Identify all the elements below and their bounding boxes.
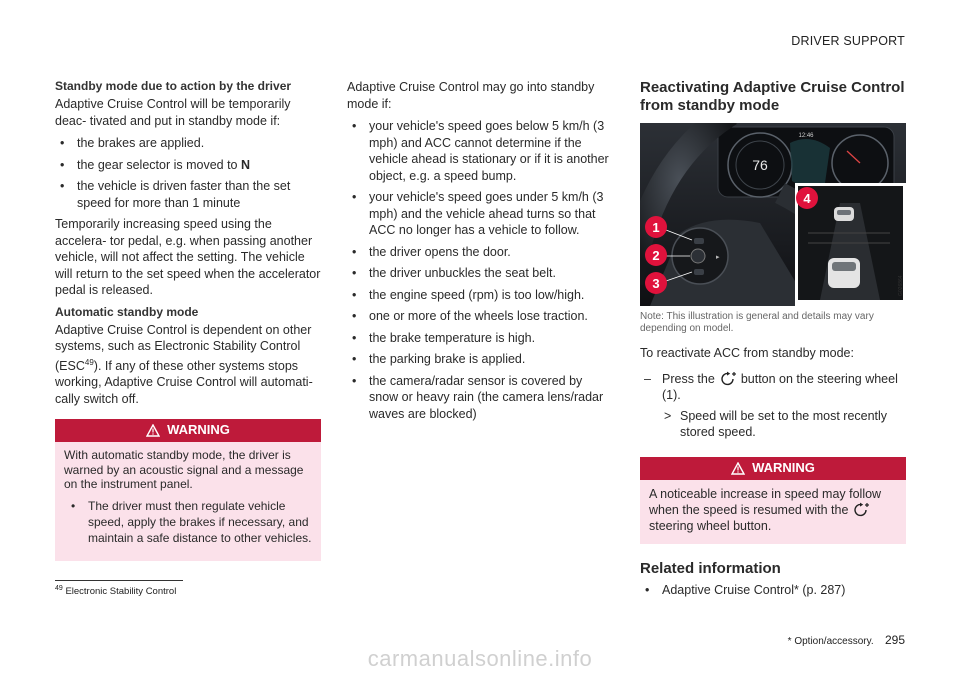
- list-item: • The driver must then regulate vehicle speed, apply the brakes if necessary, and maintain a safe distance to other vehicles.: [64, 498, 312, 546]
- heading-driver-standby: Standby mode due to action by the driver: [55, 79, 292, 93]
- column-1: [55, 79, 321, 561]
- paragraph-accelerator: Temporarily increasing speed using the accelera- tor pedal, e.g. when passing another vehicle, will not affect the setting. The vehicle will return to the set speed when the accelerator pedal is released.: [55, 217, 321, 297]
- watermark: carmanualsonline.info: [367, 646, 593, 671]
- list-item: • your vehicle's speed goes below 5 km/h (3 mph) and ACC cannot determine if the vehicle ahead is stationary or if it is another object, e.g. a speed bump.: [347, 118, 609, 184]
- running-header: DRIVER SUPPORT: [791, 34, 905, 48]
- warning-box-1: [55, 419, 321, 561]
- procedure-result: > Speed will be set to the most recently stored speed.: [664, 408, 888, 439]
- callout-3: [645, 272, 667, 294]
- page-footer: [788, 633, 905, 647]
- intro-acc-standby: Adaptive Cruise Control may go into standby mode if:: [347, 80, 595, 111]
- list-item: • the gear selector is moved to N: [55, 157, 321, 174]
- gear-letter: N: [240, 157, 251, 172]
- intro-reactivate: To reactivate ACC from standby mode:: [640, 346, 854, 360]
- list-item: • your vehicle's speed goes under 5 km/h (3 mph) and the vehicle ahead turns so that ACC no longer has a vehicle to follow.: [347, 189, 609, 239]
- figure-caption: Note: This illustration is general and details may vary depending on model.: [640, 311, 874, 334]
- svg-text:▸: ▸: [716, 253, 720, 261]
- list-item: • the driver unbuckles the seat belt.: [347, 265, 609, 282]
- svg-text:3: 3: [652, 276, 660, 291]
- column-2: [347, 79, 609, 427]
- warning-header: [55, 419, 321, 442]
- acc-standby-list: [347, 118, 609, 422]
- warning-title: WARNING: [167, 422, 230, 438]
- list-item: • one or more of the wheels lose traction.: [347, 308, 609, 325]
- heading-automatic-standby: Automatic standby mode: [55, 304, 199, 319]
- footnote-rule: [55, 580, 183, 581]
- list-item: • the brakes are applied.: [55, 135, 321, 152]
- intro-driver-standby: Adaptive Cruise Control will be temporarily deac- tivated and put in standby mode if:: [55, 97, 291, 128]
- warning-header: [640, 457, 906, 480]
- footnote: $^{49}$ Electronic Stability Control: [55, 585, 177, 598]
- list-item: • the vehicle is driven faster than the set speed for more than 1 minute: [55, 178, 321, 211]
- warning-triangle-icon: [146, 424, 160, 437]
- resume-button-icon: [719, 371, 737, 387]
- illustration-code: G026864: [898, 275, 904, 296]
- heading-reactivating: Reactivating Adaptive Cruise Control from standby mode: [640, 79, 905, 114]
- list-item: • the camera/radar sensor is covered by snow or heavy rain (the camera lens/radar waves are blocked): [347, 373, 609, 423]
- resume-button-icon: [852, 502, 870, 518]
- procedure-step: – Press the button on the steering wheel (1).: [644, 371, 898, 402]
- warning-box-2: WARNING A noticeable increase in speed may follow when the speed is resumed with thesteering wheel button.: [640, 457, 906, 544]
- related-list: [640, 582, 906, 599]
- warning-title: WARNING: [752, 459, 815, 475]
- callout-2: [645, 244, 667, 266]
- warning-triangle-icon: [731, 462, 745, 475]
- step-dash: –: [644, 371, 651, 386]
- clock-readout: 12:46: [798, 133, 814, 139]
- footnote-ref[interactable]: 49: [84, 357, 94, 367]
- svg-text:4: 4: [803, 191, 811, 206]
- list-item: • the brake temperature is high.: [347, 330, 609, 347]
- column-3: [640, 79, 906, 603]
- steering-wheel-illustration: [640, 123, 906, 306]
- list-item: • the driver opens the door.: [347, 244, 609, 261]
- driver-standby-list: [55, 135, 321, 211]
- svg-text:2: 2: [652, 248, 660, 263]
- warning-text: A noticeable increase in speed may follow when the speed is resumed with the: [649, 486, 882, 517]
- paragraph-automatic-standby: Adaptive Cruise Control is dependent on other systems, such as Electronic Stability Control (ESC$^{49}$). If any of these other systems stops working, Adaptive Cruise Control will automati- cally switch off.: [55, 322, 313, 406]
- list-item: • the parking brake is applied.: [347, 351, 609, 368]
- speed-readout: 76: [752, 157, 768, 173]
- list-item: • the engine speed (rpm) is too low/high.: [347, 287, 609, 304]
- callout-4: [796, 187, 818, 209]
- illustration-graphic: [640, 123, 906, 306]
- warning-text: With automatic standby mode, the driver is warned by an acoustic signal and a message on the instrument panel.: [64, 448, 304, 492]
- callout-1: [645, 216, 667, 238]
- related-link[interactable]: • Adaptive Cruise Control* (p. 287): [640, 582, 906, 599]
- result-mark: >: [664, 408, 672, 423]
- heading-related: Related information: [640, 559, 781, 577]
- page-number: 295: [884, 633, 905, 647]
- svg-text:1: 1: [652, 220, 660, 235]
- option-note: * Option/accessory.: [787, 636, 874, 647]
